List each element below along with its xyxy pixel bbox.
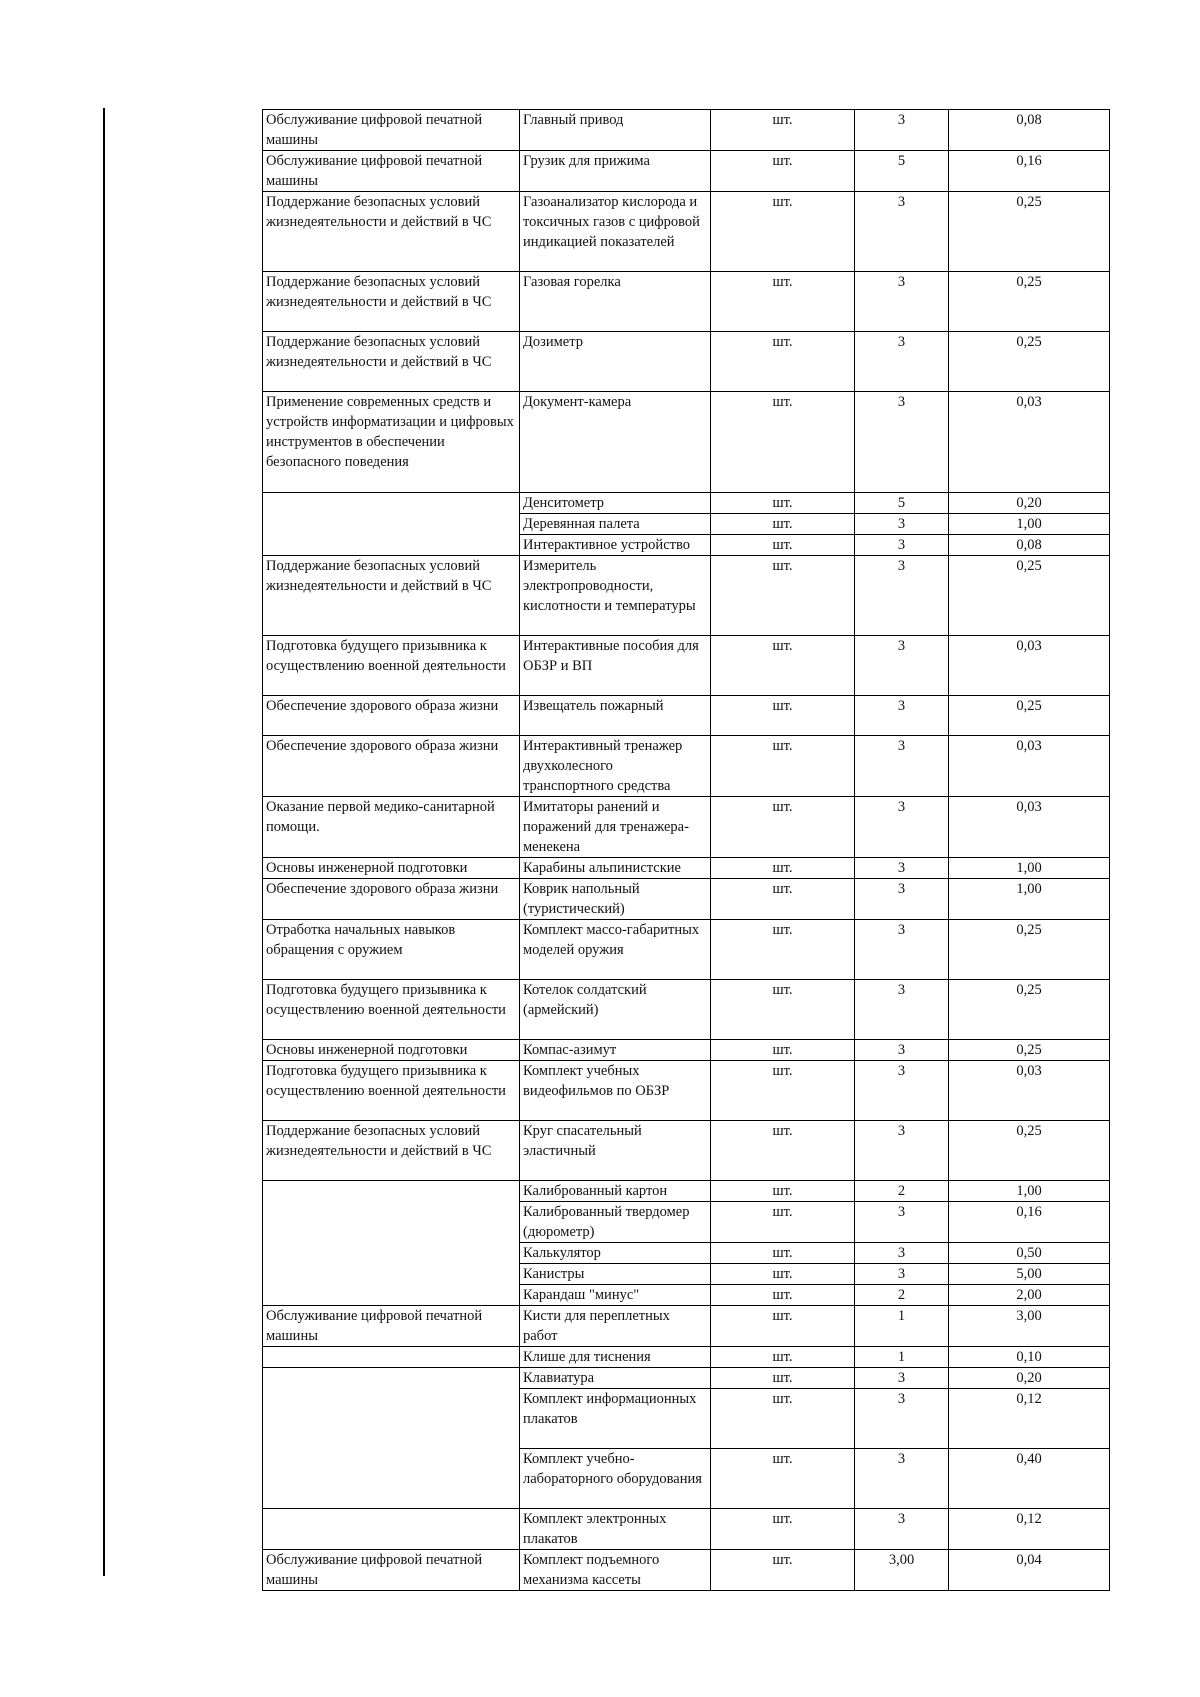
qty-cell: 3 — [855, 192, 949, 272]
item-cell: Комплект учебных видеофильмов по ОБЗР — [520, 1061, 711, 1121]
section-cell: Обеспечение здорового образа жизни — [263, 696, 520, 736]
value-cell: 0,12 — [949, 1509, 1110, 1550]
section-cell: Поддержание безопасных условий жизнедеятельности и действий в ЧС — [263, 1121, 520, 1181]
item-cell: Извещатель пожарный — [520, 696, 711, 736]
item-cell: Комплект электронных плакатов — [520, 1509, 711, 1550]
qty-cell: 3 — [855, 535, 949, 556]
qty-cell: 3 — [855, 556, 949, 636]
value-cell: 0,50 — [949, 1243, 1110, 1264]
item-cell: Кисти для переплетных работ — [520, 1306, 711, 1347]
qty-cell: 2 — [855, 1181, 949, 1202]
table-row — [263, 1121, 1110, 1181]
item-cell: Документ-камера — [520, 392, 711, 493]
unit-cell: шт. — [711, 920, 855, 980]
value-cell: 0,12 — [949, 1389, 1110, 1449]
value-cell: 0,10 — [949, 1347, 1110, 1368]
qty-cell: 5 — [855, 493, 949, 514]
section-cell: Обслуживание цифровой печатной машины — [263, 110, 520, 151]
unit-cell: шт. — [711, 858, 855, 879]
value-cell: 0,03 — [949, 1061, 1110, 1121]
value-cell: 0,40 — [949, 1449, 1110, 1509]
value-cell: 1,00 — [949, 879, 1110, 920]
qty-cell: 3 — [855, 797, 949, 858]
value-cell: 0,25 — [949, 1040, 1110, 1061]
section-cell: Обслуживание цифровой печатной машины — [263, 151, 520, 192]
unit-cell: шт. — [711, 332, 855, 392]
item-cell: Интерактивный тренажер двухколесного транспортного средства — [520, 736, 711, 797]
item-cell: Газовая горелка — [520, 272, 711, 332]
unit-cell: шт. — [711, 980, 855, 1040]
table-row — [263, 332, 1110, 392]
table-row — [263, 920, 1110, 980]
table-row — [263, 1347, 1110, 1368]
qty-cell: 3 — [855, 696, 949, 736]
value-cell: 0,03 — [949, 636, 1110, 696]
qty-cell: 3 — [855, 636, 949, 696]
table-row — [263, 636, 1110, 696]
unit-cell: шт. — [711, 879, 855, 920]
unit-cell: шт. — [711, 1550, 855, 1591]
qty-cell: 3 — [855, 1040, 949, 1061]
table-row — [263, 1061, 1110, 1121]
value-cell: 2,00 — [949, 1285, 1110, 1306]
value-cell: 0,25 — [949, 556, 1110, 636]
unit-cell: шт. — [711, 535, 855, 556]
table-row — [263, 392, 1110, 493]
unit-cell: шт. — [711, 1202, 855, 1243]
qty-cell: 3 — [855, 272, 949, 332]
item-cell: Интерактивное устройство — [520, 535, 711, 556]
value-cell: 0,25 — [949, 332, 1110, 392]
qty-cell: 3 — [855, 1061, 949, 1121]
qty-cell: 3 — [855, 332, 949, 392]
section-cell: Основы инженерной подготовки — [263, 1040, 520, 1061]
value-cell: 0,04 — [949, 1550, 1110, 1591]
item-cell: Главный привод — [520, 110, 711, 151]
unit-cell: шт. — [711, 636, 855, 696]
item-cell: Имитаторы ранений и поражений для тренажера-менекена — [520, 797, 711, 858]
table-row — [263, 858, 1110, 879]
value-cell: 0,25 — [949, 980, 1110, 1040]
item-cell: Грузик для прижима — [520, 151, 711, 192]
section-cell: Обеспечение здорового образа жизни — [263, 736, 520, 797]
section-cell — [263, 1368, 520, 1509]
item-cell: Интерактивные пособия для ОБЗР и ВП — [520, 636, 711, 696]
value-cell: 0,20 — [949, 493, 1110, 514]
table-row — [263, 192, 1110, 272]
value-cell: 0,03 — [949, 797, 1110, 858]
value-cell: 0,25 — [949, 1121, 1110, 1181]
unit-cell: шт. — [711, 192, 855, 272]
unit-cell: шт. — [711, 1285, 855, 1306]
qty-cell: 3 — [855, 1264, 949, 1285]
table-row — [263, 1368, 1110, 1389]
unit-cell: шт. — [711, 556, 855, 636]
table-row — [263, 110, 1110, 151]
section-cell: Поддержание безопасных условий жизнедеятельности и действий в ЧС — [263, 556, 520, 636]
qty-cell: 3 — [855, 1389, 949, 1449]
value-cell: 1,00 — [949, 858, 1110, 879]
section-cell — [263, 1181, 520, 1306]
section-cell: Оказание первой медико-санитарной помощи. — [263, 797, 520, 858]
unit-cell: шт. — [711, 736, 855, 797]
qty-cell: 3,00 — [855, 1550, 949, 1591]
qty-cell: 3 — [855, 1202, 949, 1243]
item-cell: Калиброванный твердомер (дюрометр) — [520, 1202, 711, 1243]
section-cell: Основы инженерной подготовки — [263, 858, 520, 879]
qty-cell: 3 — [855, 736, 949, 797]
section-cell: Применение современных средств и устройств информатизации и цифровых инструментов в обеспечении безопасного поведения — [263, 392, 520, 493]
margin-line — [103, 108, 105, 1576]
qty-cell: 3 — [855, 879, 949, 920]
value-cell: 5,00 — [949, 1264, 1110, 1285]
item-cell: Калиброванный картон — [520, 1181, 711, 1202]
qty-cell: 3 — [855, 392, 949, 493]
section-cell — [263, 493, 520, 556]
qty-cell: 3 — [855, 110, 949, 151]
table-row — [263, 980, 1110, 1040]
item-cell: Комплект информационных плакатов — [520, 1389, 711, 1449]
unit-cell: шт. — [711, 1449, 855, 1509]
value-cell: 0,25 — [949, 920, 1110, 980]
item-cell: Комплект массо-габаритных моделей оружия — [520, 920, 711, 980]
unit-cell: шт. — [711, 1243, 855, 1264]
value-cell: 0,03 — [949, 392, 1110, 493]
qty-cell: 5 — [855, 151, 949, 192]
value-cell: 0,08 — [949, 110, 1110, 151]
section-cell: Обеспечение здорового образа жизни — [263, 879, 520, 920]
item-cell: Дозиметр — [520, 332, 711, 392]
unit-cell: шт. — [711, 272, 855, 332]
table-row — [263, 797, 1110, 858]
unit-cell: шт. — [711, 1061, 855, 1121]
table-row — [263, 1040, 1110, 1061]
item-cell: Карандаш "минус" — [520, 1285, 711, 1306]
item-cell: Калькулятор — [520, 1243, 711, 1264]
unit-cell: шт. — [711, 1509, 855, 1550]
qty-cell: 3 — [855, 1509, 949, 1550]
section-cell: Отработка начальных навыков обращения с оружием — [263, 920, 520, 980]
table-row — [263, 1181, 1110, 1202]
unit-cell: шт. — [711, 1368, 855, 1389]
unit-cell: шт. — [711, 1181, 855, 1202]
table-row — [263, 556, 1110, 636]
unit-cell: шт. — [711, 1264, 855, 1285]
qty-cell: 3 — [855, 920, 949, 980]
section-cell: Обслуживание цифровой печатной машины — [263, 1306, 520, 1347]
value-cell: 0,25 — [949, 272, 1110, 332]
unit-cell: шт. — [711, 151, 855, 192]
section-cell: Поддержание безопасных условий жизнедеятельности и действий в ЧС — [263, 272, 520, 332]
table-row — [263, 151, 1110, 192]
section-cell: Подготовка будущего призывника к осуществлению военной деятельности — [263, 636, 520, 696]
item-cell: Круг спасательный эластичный — [520, 1121, 711, 1181]
qty-cell: 2 — [855, 1285, 949, 1306]
section-cell — [263, 1347, 520, 1368]
unit-cell: шт. — [711, 1347, 855, 1368]
table-row — [263, 736, 1110, 797]
unit-cell: шт. — [711, 493, 855, 514]
item-cell: Денситометр — [520, 493, 711, 514]
unit-cell: шт. — [711, 514, 855, 535]
qty-cell: 3 — [855, 1368, 949, 1389]
item-cell: Клавиатура — [520, 1368, 711, 1389]
qty-cell: 3 — [855, 1121, 949, 1181]
item-cell: Деревянная палета — [520, 514, 711, 535]
value-cell: 0,03 — [949, 736, 1110, 797]
section-cell: Подготовка будущего призывника к осуществлению военной деятельности — [263, 1061, 520, 1121]
table-row — [263, 272, 1110, 332]
item-cell: Канистры — [520, 1264, 711, 1285]
value-cell: 0,20 — [949, 1368, 1110, 1389]
table-row — [263, 1550, 1110, 1591]
unit-cell: шт. — [711, 110, 855, 151]
value-cell: 0,25 — [949, 192, 1110, 272]
unit-cell: шт. — [711, 1040, 855, 1061]
section-cell — [263, 1509, 520, 1550]
qty-cell: 1 — [855, 1347, 949, 1368]
section-cell: Подготовка будущего призывника к осуществлению военной деятельности — [263, 980, 520, 1040]
section-cell: Поддержание безопасных условий жизнедеятельности и действий в ЧС — [263, 332, 520, 392]
value-cell: 1,00 — [949, 514, 1110, 535]
unit-cell: шт. — [711, 1389, 855, 1449]
item-cell: Комплект подъемного механизма кассеты — [520, 1550, 711, 1591]
qty-cell: 3 — [855, 514, 949, 535]
unit-cell: шт. — [711, 392, 855, 493]
qty-cell: 3 — [855, 1449, 949, 1509]
item-cell: Компас-азимут — [520, 1040, 711, 1061]
item-cell: Измеритель электропроводности, кислотности и температуры — [520, 556, 711, 636]
qty-cell: 1 — [855, 1306, 949, 1347]
item-cell: Газоанализатор кислорода и токсичных газов с цифровой индикацией показателей — [520, 192, 711, 272]
item-cell: Коврик напольный (туристический) — [520, 879, 711, 920]
qty-cell: 3 — [855, 980, 949, 1040]
unit-cell: шт. — [711, 1121, 855, 1181]
value-cell: 0,16 — [949, 151, 1110, 192]
table-row — [263, 493, 1110, 514]
table-row — [263, 879, 1110, 920]
table-row — [263, 1509, 1110, 1550]
equipment-table — [262, 109, 1110, 1591]
item-cell: Комплект учебно-лабораторного оборудования — [520, 1449, 711, 1509]
value-cell: 3,00 — [949, 1306, 1110, 1347]
qty-cell: 3 — [855, 1243, 949, 1264]
section-cell: Поддержание безопасных условий жизнедеятельности и действий в ЧС — [263, 192, 520, 272]
item-cell: Клише для тиснения — [520, 1347, 711, 1368]
section-cell: Обслуживание цифровой печатной машины — [263, 1550, 520, 1591]
table-row — [263, 1306, 1110, 1347]
item-cell: Котелок солдатский (армейский) — [520, 980, 711, 1040]
table-row — [263, 696, 1110, 736]
qty-cell: 3 — [855, 858, 949, 879]
item-cell: Карабины альпинистские — [520, 858, 711, 879]
unit-cell: шт. — [711, 1306, 855, 1347]
value-cell: 0,16 — [949, 1202, 1110, 1243]
value-cell: 1,00 — [949, 1181, 1110, 1202]
unit-cell: шт. — [711, 696, 855, 736]
unit-cell: шт. — [711, 797, 855, 858]
value-cell: 0,25 — [949, 696, 1110, 736]
value-cell: 0,08 — [949, 535, 1110, 556]
